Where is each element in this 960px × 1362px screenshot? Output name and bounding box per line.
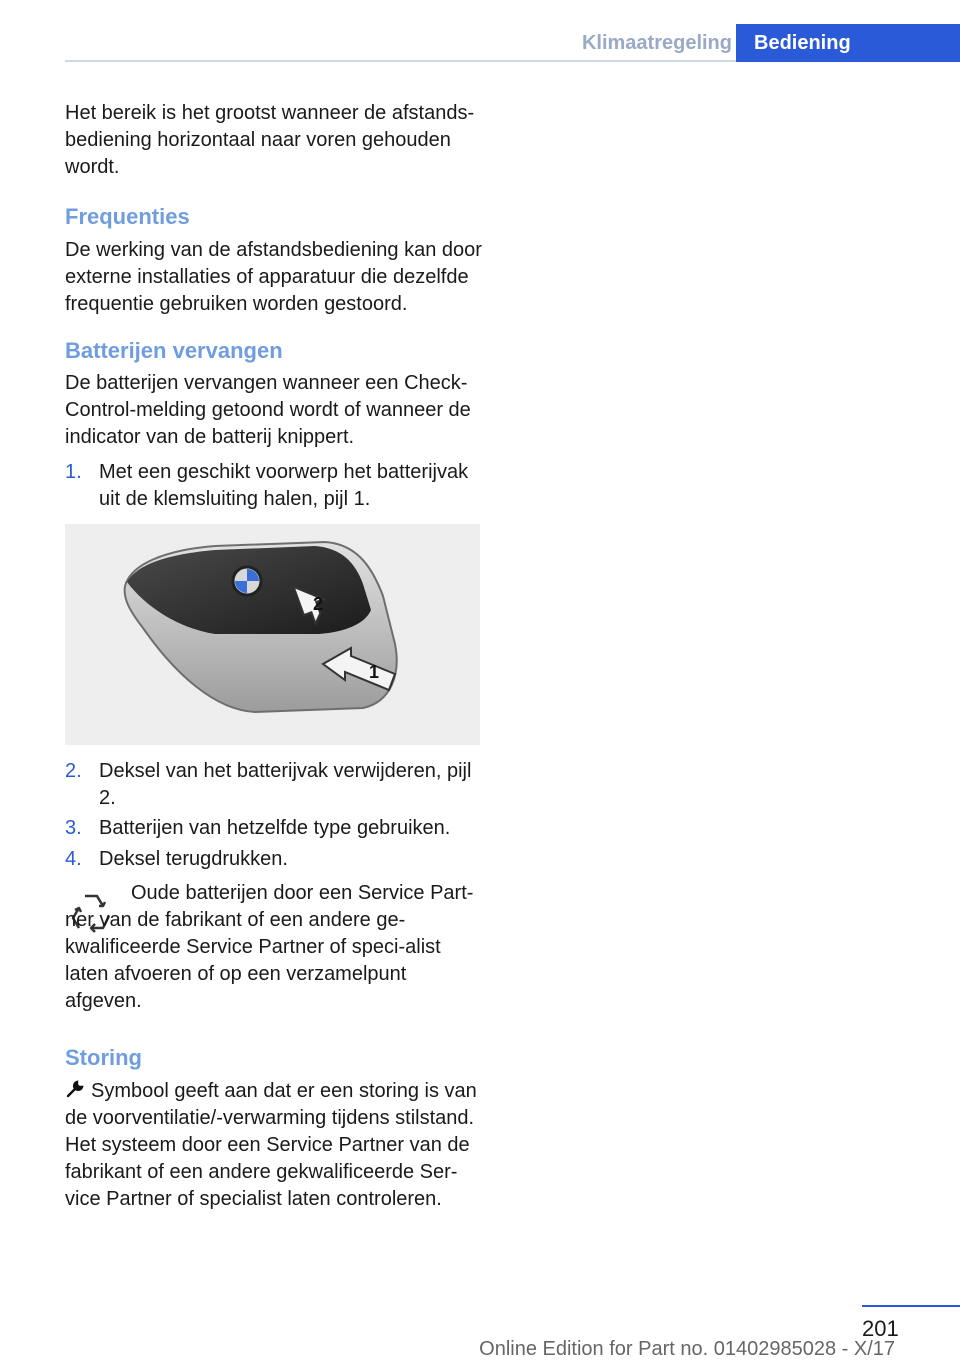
list-item (65, 846, 485, 873)
frequenties-heading: Frequenties (65, 204, 190, 229)
arrow-2-label: 2 (313, 594, 324, 614)
storing-heading: Storing (65, 1045, 142, 1070)
wrench-icon (65, 1079, 85, 1099)
batterijen-heading: Batterijen vervangen (65, 338, 283, 363)
step-number: 2. (65, 760, 82, 782)
intro-paragraph (65, 100, 485, 181)
chapter-tab[interactable]: Bediening (736, 24, 960, 62)
arrow-1-label: 1 (369, 662, 380, 682)
footer-rule (862, 1305, 960, 1307)
footer-edition: Online Edition for Part no. 01402985028 - X/17 (479, 1338, 895, 1360)
list-item (65, 815, 485, 842)
step-number: 1. (65, 461, 82, 483)
section-tab[interactable]: Klimaatregeling (581, 32, 732, 54)
storing-paragraph (65, 1078, 485, 1213)
step-text: Batterijen van hetzelfde type gebruiken. (99, 817, 451, 839)
step-text: Deksel van het batterijvak verwijderen, pijl 2. (99, 760, 472, 809)
step-number: 3. (65, 817, 82, 839)
page-number: 201 (862, 1316, 899, 1341)
storing-text: Symbool geeft aan dat er een storing is van de voorventilatie/-verwarming tijdens stilstand. Het systeem door een Service Partner van de fabrikant of een andere gekwalificeerde Ser-vice Partner of specialist laten controleren. (65, 1080, 477, 1210)
frequenties-section (65, 203, 485, 318)
storing-section (65, 1044, 485, 1213)
batterijen-text: De batterijen vervangen wanneer een Check-Control-melding getoond wordt of wanneer de indicator van de batterij knippert. (65, 372, 471, 448)
list-item (65, 459, 485, 513)
step-text: Deksel terugdrukken. (99, 848, 288, 870)
list-item (65, 758, 485, 812)
step-number: 4. (65, 848, 82, 870)
batterijen-section (65, 337, 485, 451)
recycle-note-text: Oude batterijen door een Service Part-ner van de fabrikant of een andere ge-kwalificeerde Service Partner of speci-alist laten afvoeren of op een verzamelpunt afgeven. (65, 882, 474, 1012)
intro-text: Het bereik is het grootst wanneer de afstands-bediening horizontaal naar voren gehouden wordt. (65, 102, 475, 178)
frequenties-text: De werking van de afstandsbediening kan door externe installaties of apparatuur die dezelfde frequentie gebruiken worden gestoord. (65, 239, 482, 315)
key-battery-figure (65, 524, 480, 745)
step-text: Met een geschikt voorwerp het batterijvak uit de klemsluiting halen, pijl 1. (99, 461, 469, 510)
recycle-note (65, 880, 485, 1015)
car-key-illustration (65, 524, 480, 745)
